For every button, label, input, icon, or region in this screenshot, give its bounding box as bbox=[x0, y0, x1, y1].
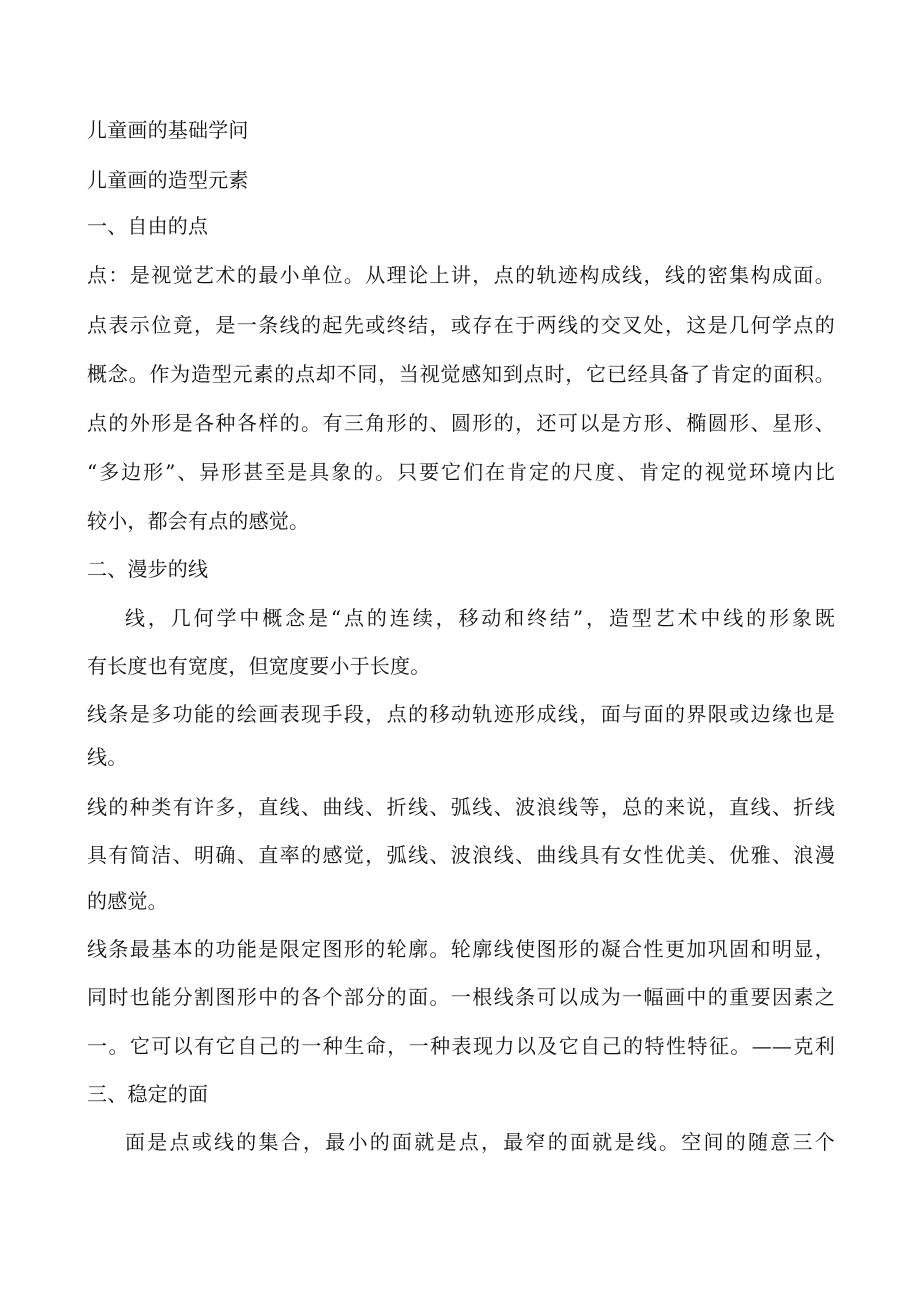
paragraph-line: 较小，都会有点的感觉。 bbox=[87, 509, 310, 533]
paragraph-line: 线的种类有许多，直线、曲线、折线、弧线、波浪线等，总的来说，直线、折线 bbox=[87, 795, 835, 819]
paragraph-line: 具有简洁、明确、直率的感觉，弧线、波浪线、曲线具有女性优美、优雅、浪漫 bbox=[87, 843, 835, 867]
paragraph-line: 点：是视觉艺术的最小单位。从理论上讲，点的轨迹构成线，线的密集构成面。 bbox=[87, 263, 835, 287]
paragraph-line: 线。 bbox=[87, 745, 128, 769]
paragraph-line: 点表示位竟，是一条线的起先或终结，或存在于两线的交叉处，这是几何学点的 bbox=[87, 313, 835, 337]
section-heading-line: 二、漫步的线 bbox=[87, 557, 209, 581]
paragraph-line: 面是点或线的集合，最小的面就是点，最窄的面就是线。空间的随意三个 bbox=[125, 1130, 835, 1154]
paragraph-line: 同时也能分割图形中的各个部分的面。一根线条可以成为一幅画中的重要因素之 bbox=[87, 985, 835, 1009]
paragraph-line: 概念。作为造型元素的点却不同，当视觉感知到点时，它已经具备了肯定的面积。 bbox=[87, 362, 835, 386]
paragraph-line: 点的外形是各种各样的。有三角形的、圆形的，还可以是方形、椭圆形、星形、 bbox=[87, 411, 835, 435]
paragraph-line: 线条最基本的功能是限定图形的轮廓。轮廓线使图形的凝合性更加巩固和明显， bbox=[87, 937, 835, 961]
paragraph-line: 的感觉。 bbox=[87, 889, 168, 913]
paragraph-line: 线，几何学中概念是“点的连续，移动和终结”，造型艺术中线的形象既 bbox=[125, 606, 835, 630]
document-title: 儿童画的基础学问 bbox=[87, 118, 249, 142]
document-subtitle: 儿童画的造型元素 bbox=[87, 168, 249, 192]
section-heading-point: 一、自由的点 bbox=[87, 214, 209, 238]
paragraph-line: “多边形”、异形甚至是具象的。只要它们在肯定的尺度、肯定的视觉环境内比 bbox=[87, 460, 835, 484]
paragraph-line: 线条是多功能的绘画表现手段，点的移动轨迹形成线，面与面的界限或边缘也是 bbox=[87, 702, 835, 726]
section-heading-plane: 三、稳定的面 bbox=[87, 1082, 209, 1106]
paragraph-line: 有长度也有宽度，但宽度要小于长度。 bbox=[87, 654, 431, 678]
paragraph-line: 一。它可以有它自己的一种生命，一种表现力以及它自己的特性特征。——克利 bbox=[87, 1034, 835, 1058]
